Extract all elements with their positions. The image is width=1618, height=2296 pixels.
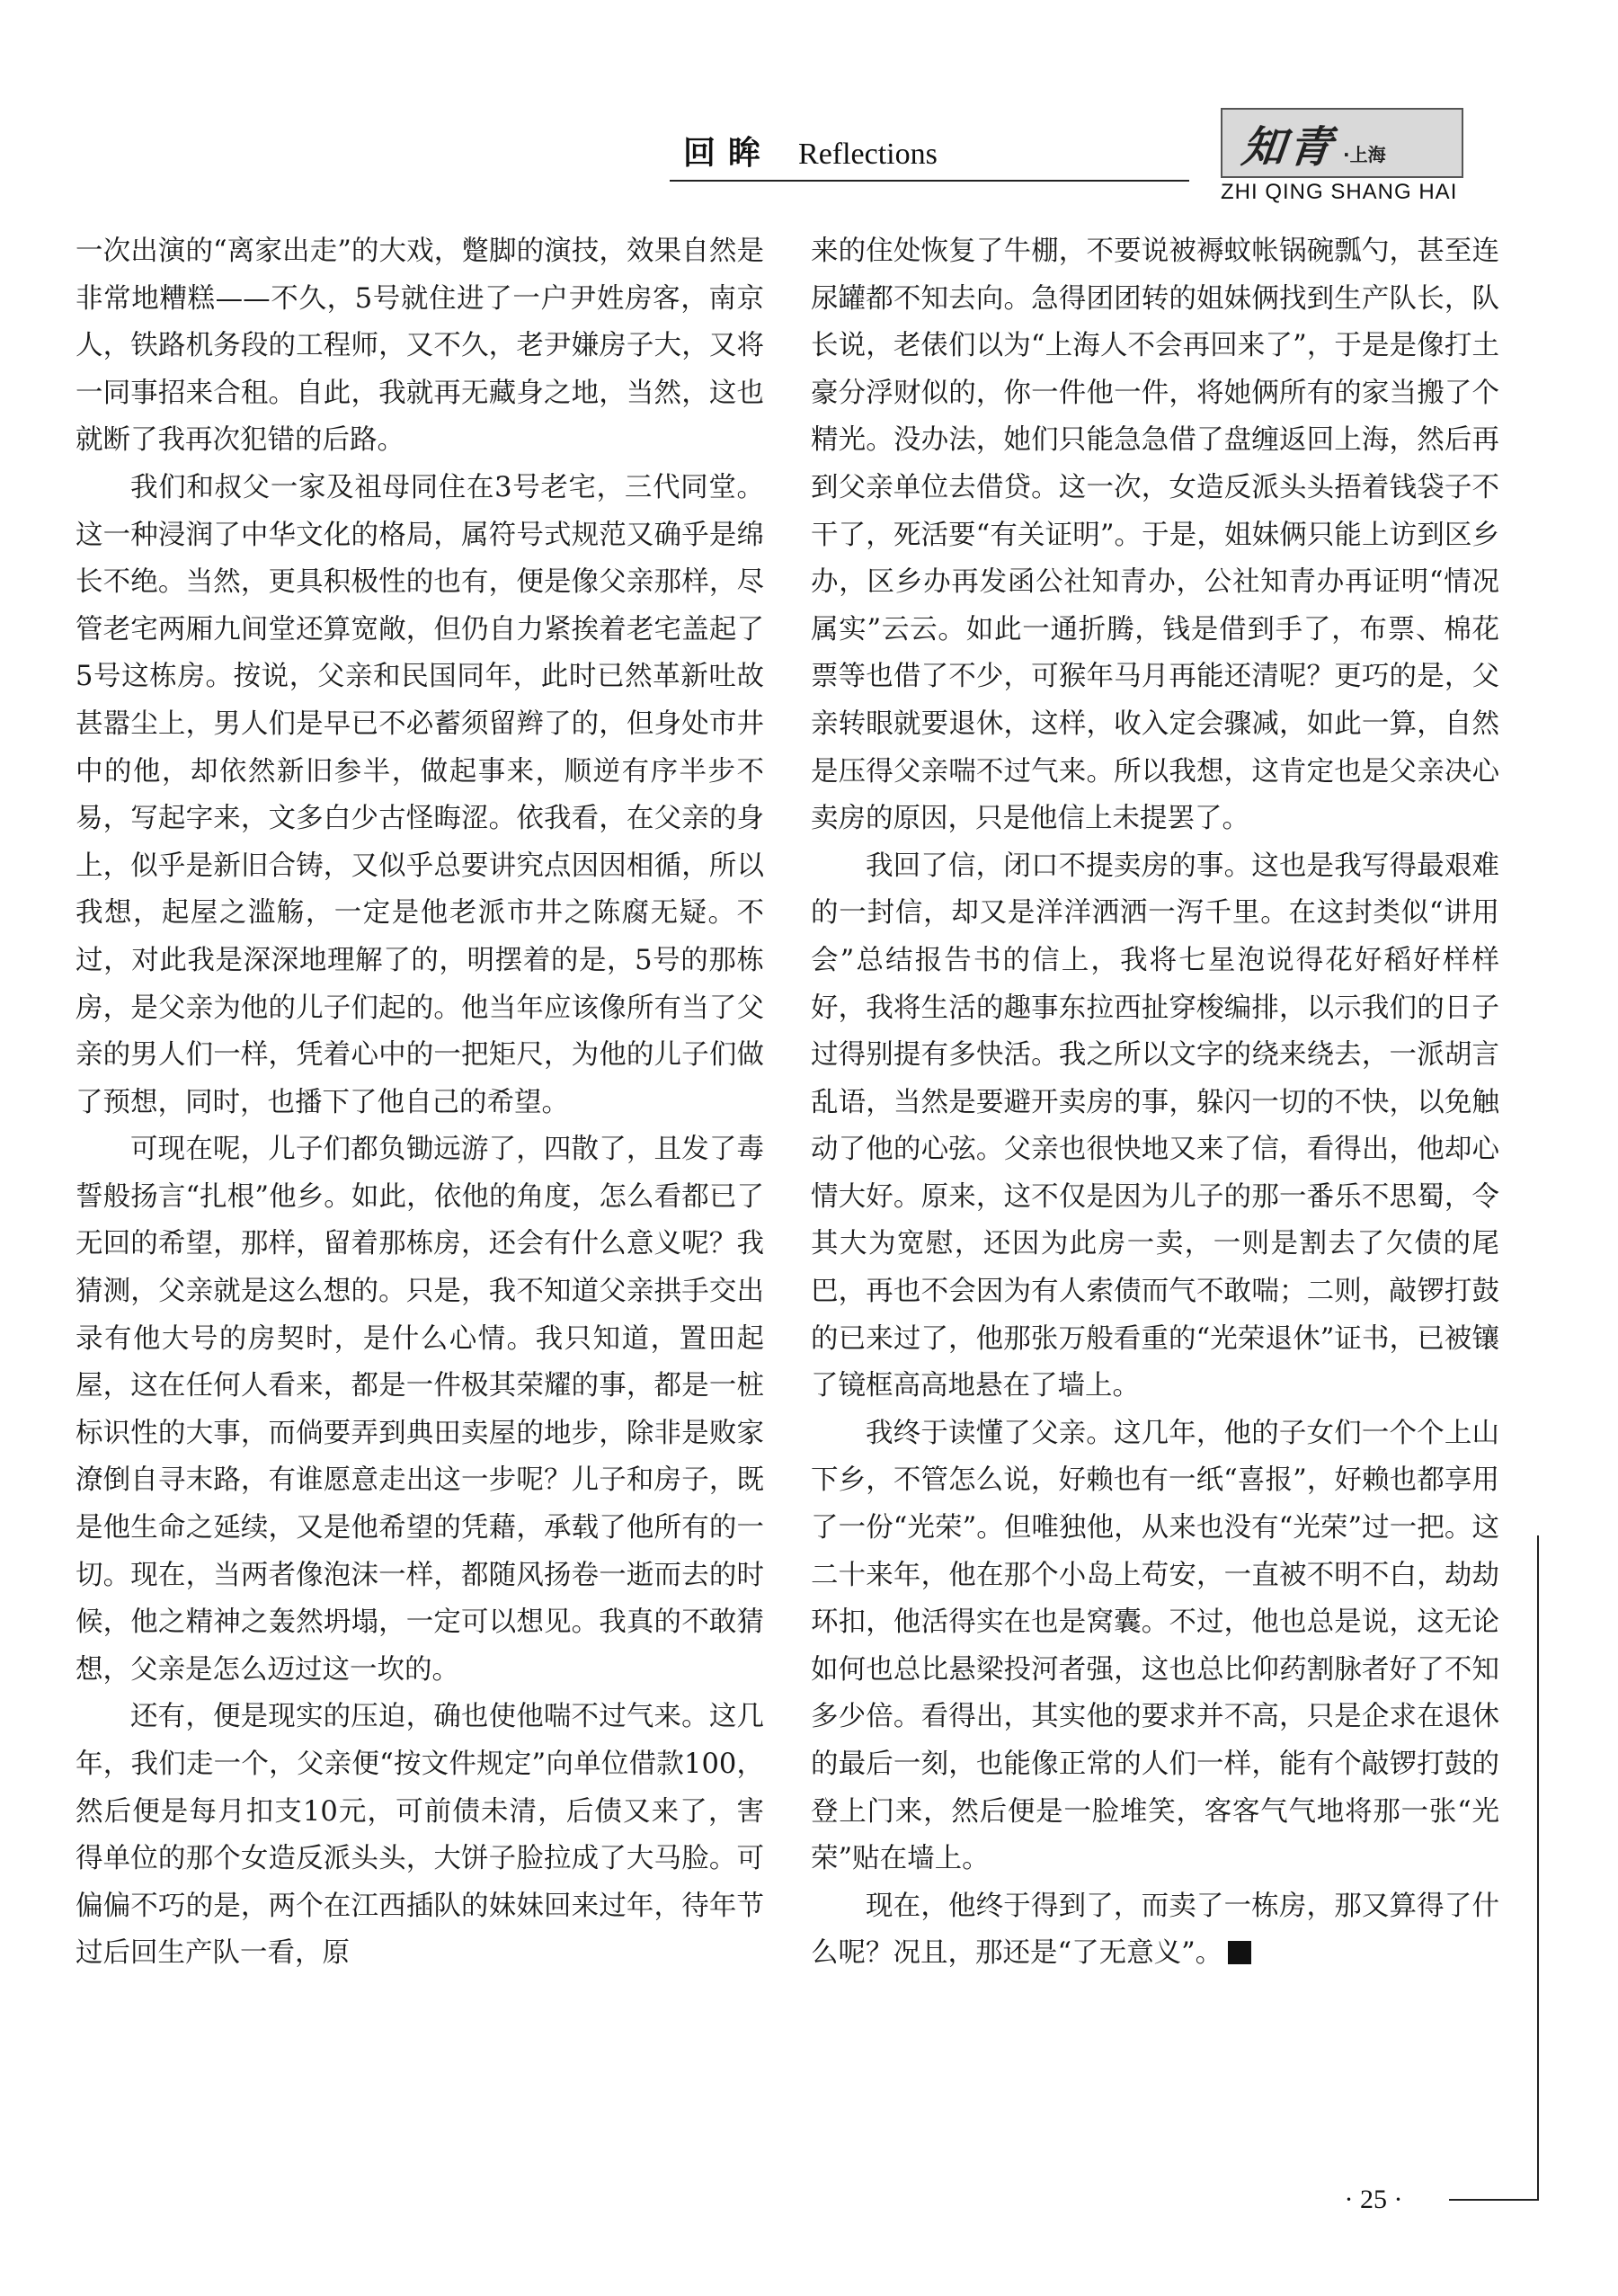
paragraph: 我终于读懂了父亲。这几年，他的子女们一个个上山下乡，不管怎么说，好赖也有一纸“喜报”，好赖也都享用了一份“光荣”。但唯独他，从来也没有“光荣”过一把。这二十来年，他在那个小岛上苟安，一直被不明不白，劫劫环扣，他活得实在也是窝囊。不过，他也总是说，这无论如何也总比悬梁投河者强，这也总比仰药割脉者好了不知多少倍。看得出，其实他的要求并不高，只是企求在退休的最后一刻，也能像正常的人们一样，能有个敲锣打鼓的登上门来，然后便是一脸堆笑，客客气气地将那一张“光荣”贴在墙上。 bbox=[811, 1417, 1499, 1875]
paragraph: 一次出演的“离家出走”的大戏，蹩脚的演技，效果自然是非常地糟糕——不久，5号就住进了一户尹姓房客，南京人，铁路机务段的工程师，又不久，老尹嫌房子大，又将一同事招来合租。自此，我就再无藏身之地，当然，这也就断了我再次犯错的后路。 bbox=[76, 236, 764, 457]
magazine-logo-sub: ·上海 bbox=[1343, 143, 1386, 165]
paragraph-text: 现在，他终于得到了，而卖了一栋房，那又算得了什么呢？况且，那还是“了无意义”。 bbox=[811, 1890, 1499, 1970]
paragraph: 来的住处恢复了牛棚，不要说被褥蚊帐锅碗瓢勺，甚至连尿罐都不知去向。急得团团转的姐妹俩找到生产队长，队长说，老俵们以为“上海人不会再回来了”，于是是像打土豪分浮财似的，你一件他一件，将她俩所有的家当搬了个精光。没办法，她们只能急急借了盘缠返回上海，然后再到父亲单位去借贷。这一次，女造反派头头捂着钱袋子不干了，死活要“有关证明”。于是，姐妹俩只能上访到区乡办，区乡办再发函公社知青办，公社知青办再证明“情况属实”云云。如此一通折腾，钱是借到手了，布票、棉花票等也借了不少，可猴年马月再能还清呢？更巧的是，父亲转眼就要退休，这样，收入定会骤减，如此一算，自然是压得父亲喘不过气来。所以我想，这肯定也是父亲决心卖房的原因，只是他信上未提罢了。 bbox=[811, 236, 1499, 835]
paragraph: 还有，便是现实的压迫，确也使他喘不过气来。这几年，我们走一个，父亲便“按文件规定”向单位借款100，然后便是每月扣支10元，可前债未清，后债又来了，害得单位的那个女造反派头头，大饼子脸拉成了大马脸。可偏偏不巧的是，两个在江西插队的妹妹回来过年，待年节过后回生产队一看，原 bbox=[76, 1701, 764, 1970]
section-title-en: Reflections bbox=[798, 138, 938, 171]
text-column-left bbox=[76, 228, 764, 1978]
text-column-right bbox=[811, 228, 1499, 1978]
final-paragraph bbox=[811, 1883, 1499, 1978]
paragraph: 我回了信，闭口不提卖房的事。这也是我写得最艰难的一封信，却又是洋洋洒洒一泻千里。在这封类似“讲用会”总结报告书的信上，我将七星泡说得花好稻好样样好，我将生活的趣事东拉西扯穿梭编排，以示我们的日子过得别提有多快活。我之所以文字的绕来绕去，一派胡言乱语，当然是要避开卖房的事，躲闪一切的不快，以免触动了他的心弦。父亲也很快地又来了信，看得出，他却心情大好。原来，这不仅是因为儿子的那一番乐不思蜀，令其大为宽慰，还因为此房一卖，一则是割去了欠债的尾巴，再也不会因为有人索债而气不敢喘；二则，敲锣打鼓的已来过了，他那张万般看重的“光荣退休”证书，已被镶了镜框高高地悬在了墙上。 bbox=[811, 850, 1499, 1402]
paragraph: 可现在呢，儿子们都负锄远游了，四散了，且发了毒誓般扬言“扎根”他乡。如此，依他的角度，怎么看都已了无回的希望，那样，留着那栋房，还会有什么意义呢？我猜测，父亲就是这么想的。只是，我不知道父亲拱手交出录有他大号的房契时，是什么心情。我只知道，置田起屋，这在任何人看来，都是一件极其荣耀的事，都是一桩标识性的大事，而倘要弄到典田卖屋的地步，除非是败家潦倒自寻末路，有谁愿意走出这一步呢？儿子和房子，既是他生命之延续，又是他希望的凭藉，承载了他所有的一切。现在，当两者像泡沫一样，都随风扬卷一逝而去的时候，他之精神之轰然坍塌，一定可以想见。我真的不敢猜想，父亲是怎么迈过这一坎的。 bbox=[76, 1134, 764, 1686]
page-number-rule bbox=[1449, 2199, 1537, 2201]
page-number: · 25 · bbox=[1344, 2185, 1403, 2214]
paragraph: 我们和叔父一家及祖母同住在3号老宅，三代同堂。这一种浸润了中华文化的格局，属符号式规范又确乎是绵长不绝。当然，更具积极性的也有，便是像父亲那样，尽管老宅两厢九间堂还算宽敞，但仍自力紧挨着老宅盖起了5号这栋房。按说，父亲和民国同年，此时已然革新吐故甚嚣尘上，男人们是早已不必蓄须留辫了的，但身处市井中的他，却依然新旧参半，做起事来，顺逆有序半步不易，写起字来，文多白少古怪晦涩。依我看，在父亲的身上，似乎是新旧合铸，又似乎总要讲究点因因相循，所以我想，起屋之滥觞，一定是他老派市井之陈腐无疑。不过，对此我是深深地理解了的，明摆着的是，5号的那栋房，是父亲为他的儿子们起的。他当年应该像所有当了父亲的男人们一样，凭着心中的一把矩尺，为他的儿子们做了预想，同时，也播下了他自己的希望。 bbox=[76, 471, 764, 1118]
end-of-article-icon bbox=[1228, 1941, 1251, 1964]
section-title-cn: 回眸 bbox=[683, 135, 774, 172]
magazine-logo bbox=[1221, 108, 1463, 178]
magazine-name-en: ZHI QING SHANG HAI bbox=[1221, 180, 1458, 204]
magazine-logo-text: 知青 bbox=[1239, 121, 1338, 173]
section-header bbox=[683, 128, 1187, 178]
header-divider bbox=[670, 180, 1189, 182]
margin-rule bbox=[1537, 1535, 1539, 2201]
